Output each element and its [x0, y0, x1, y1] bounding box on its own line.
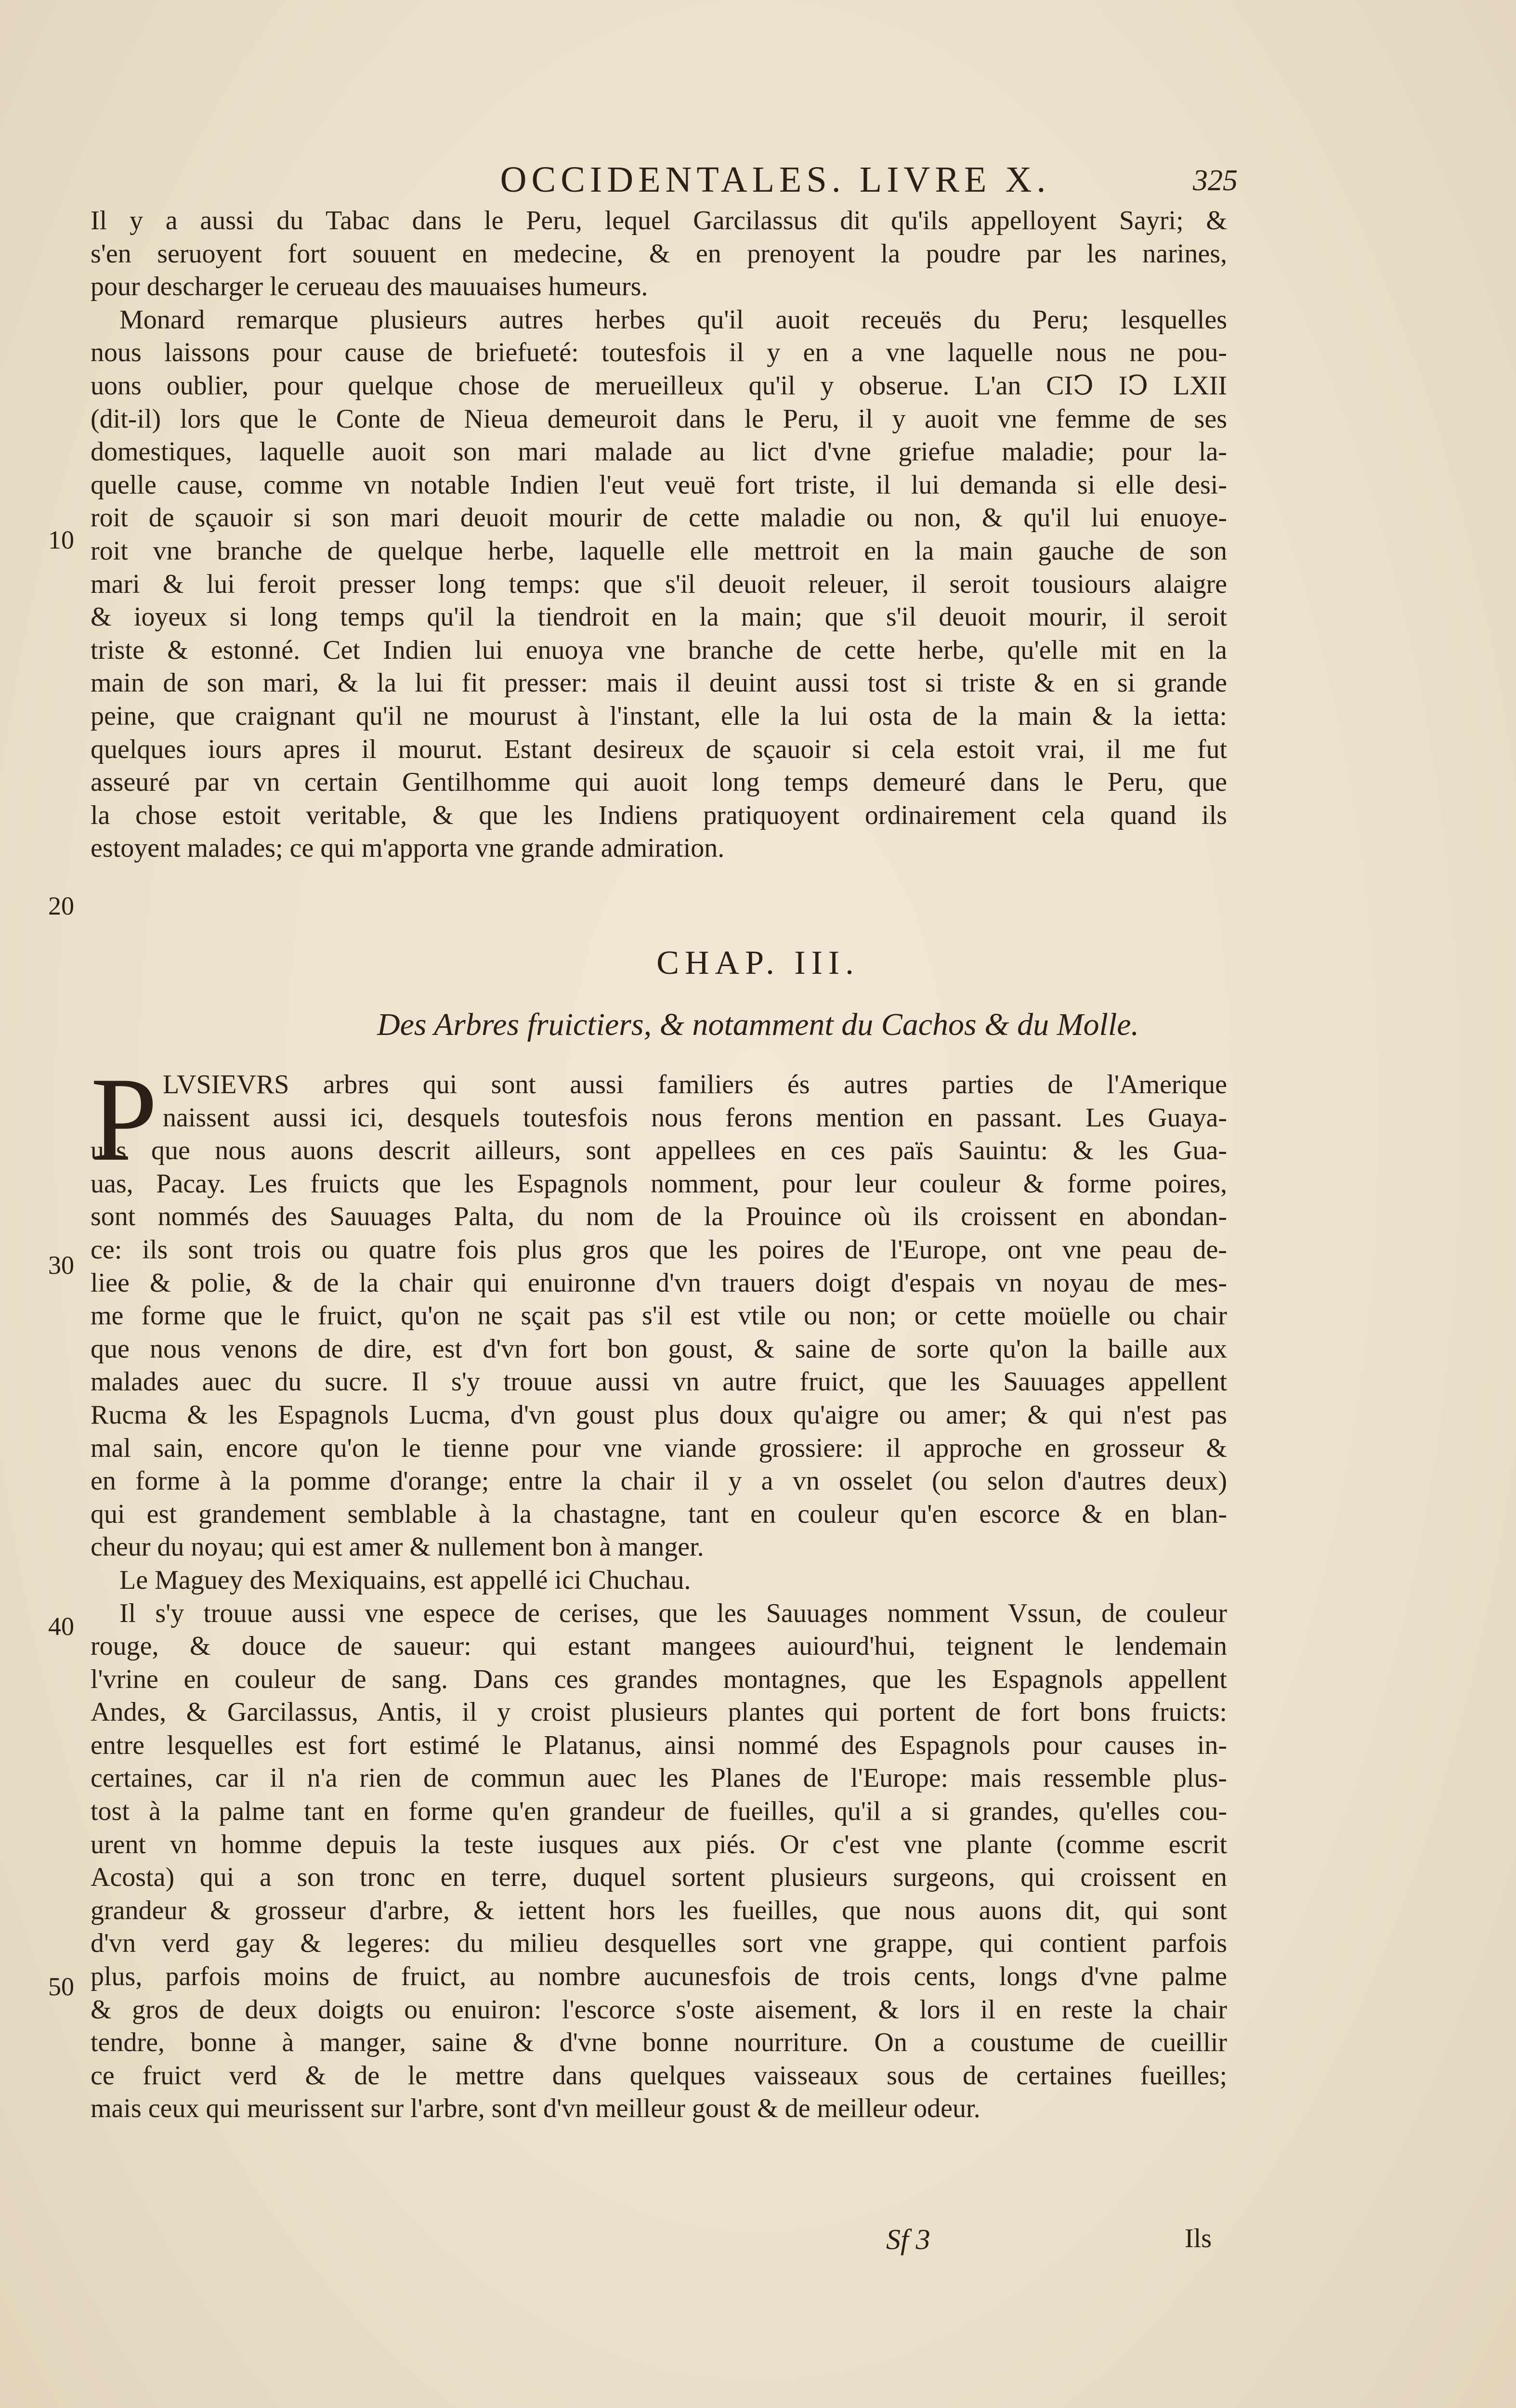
- line-number-10: 10: [48, 525, 74, 554]
- text-line: s'en seruoyent fort souuent en medecine, & en prenoyent la poudre par les narines,: [91, 238, 1227, 269]
- text-line: tendre, bonne à manger, saine & d'vne bonne nourriture. On a coustume de cueillir: [91, 2028, 1227, 2058]
- text-line: Le Maguey des Mexiquains, est appellé ici Chuchau.: [119, 1565, 691, 1595]
- text-line: uas, Pacay. Les fruicts que les Espagnols nomment, pour leur couleur & forme poires,: [91, 1168, 1227, 1199]
- running-head: OCCIDENTALES. LIVRE X.: [500, 159, 1051, 200]
- text-line: & ioyeux si long temps qu'il la tiendroit en la main; que s'il deuoit mourir, il seroit: [91, 602, 1227, 632]
- text-line: nous laissons pour cause de briefueté: toutesfois il y en a vne laquelle nous ne pou-: [91, 338, 1227, 368]
- text-line: estoyent malades; ce qui m'apporta vne grande admiration.: [91, 833, 725, 864]
- drop-capital: P: [91, 1053, 158, 1186]
- text-line: naissent aussi ici, desquels toutesfois nous ferons mention en passant. Les Guaya-: [163, 1102, 1227, 1133]
- signature-mark: Sf 3: [886, 2224, 930, 2255]
- text-line: malades auec du sucre. Il s'y trouue aussi vn autre fruict, que les Sauuages appellent: [91, 1367, 1227, 1397]
- text-line: l'vrine en couleur de sang. Dans ces grandes montagnes, que les Espagnols appellent: [91, 1664, 1227, 1694]
- text-line: asseuré par vn certain Gentilhomme qui auoit long temps demeuré dans le Peru, que: [91, 767, 1227, 798]
- text-line: urent vn homme depuis la teste iusques aux piés. Or c'est vne plante (comme escrit: [91, 1829, 1227, 1859]
- text-line: liee & polie, & de la chair qui enuironne d'vn trauers doigt d'espais vn noyau de mes-: [91, 1268, 1227, 1298]
- text-line: entre lesquelles est fort estimé le Platanus, ainsi nommé des Espagnols pour causes in-: [91, 1730, 1227, 1760]
- text-line: quelle cause, comme vn notable Indien l'eut veuë fort triste, il lui demanda si elle desi-: [91, 470, 1227, 500]
- text-line: uas que nous auons descrit ailleurs, sont appellees en ces païs Sauintu: & les Gua-: [91, 1136, 1227, 1166]
- page-number: 325: [1193, 164, 1238, 197]
- text-block-upper: [91, 204, 1227, 865]
- text-line: qui est grandement semblable à la chastagne, tant en couleur qu'en escorce & en blan-: [91, 1499, 1227, 1529]
- text-line: mal sain, encore qu'on le tienne pour vne viande grossiere: il approche en grosseur &: [91, 1433, 1227, 1463]
- text-line: (dit-il) lors que le Conte de Nieua demeuroit dans le Peru, il y auoit vne femme de ses: [91, 404, 1227, 434]
- chapter-subtitle: Des Arbres fruictiers, & notamment du Cachos & du Molle.: [377, 1007, 1139, 1042]
- text-line: roit de sçauoir si son mari deuoit mourir de cette maladie ou non, & qu'il lui enuoye-: [91, 503, 1227, 533]
- text-line: sont nommés des Sauuages Palta, du nom de la Prouince où ils croissent en abondan-: [91, 1202, 1227, 1232]
- text-line: domestiques, laquelle auoit son mari malade au lict d'vne griefue maladie; pour la-: [91, 437, 1227, 467]
- text-line: certaines, car il n'a rien de commun auec les Planes de l'Europe: mais ressemble plus-: [91, 1763, 1227, 1793]
- text-line: ce: ils sont trois ou quatre fois plus gros que les poires de l'Europe, ont vne peau de-: [91, 1234, 1227, 1265]
- line-number-40: 40: [48, 1612, 74, 1641]
- text-line: main de son mari, & la lui fit presser: mais il deuint aussi tost si triste & en si grande: [91, 668, 1227, 698]
- text-line: uons oublier, pour quelque chose de merueilleux qu'il y obserue. L'an CIↃ IↃ LXII: [91, 370, 1227, 401]
- text-line: ce fruict verd & de le mettre dans quelques vaisseaux sous de certaines fueilles;: [91, 2060, 1227, 2091]
- text-line: cheur du noyau; qui est amer & nullement bon à manger.: [91, 1532, 704, 1562]
- line-number-50: 50: [48, 1972, 74, 2001]
- text-line: peine, que craignant qu'il ne mourust à l'instant, elle la lui osta de la main & la ietta:: [91, 701, 1227, 731]
- chapter-title: CHAP. III.: [656, 944, 860, 982]
- text-line: rouge, & douce de saueur: qui estant mangees auiourd'hui, teignent le lendemain: [91, 1631, 1227, 1662]
- text-line: roit vne branche de quelque herbe, laquelle elle mettroit en la main gauche de son: [91, 536, 1227, 566]
- line-number-30: 30: [48, 1251, 74, 1280]
- text-line: Il y a aussi du Tabac dans le Peru, lequel Garcilassus dit qu'ils appelloyent Sayri; &: [91, 206, 1227, 236]
- text-line: LVSIEVRS arbres qui sont aussi familiers és autres parties de l'Amerique: [163, 1070, 1227, 1099]
- text-line: & gros de deux doigts ou enuiron: l'escorce s'oste aisement, & lors il en reste la chair: [91, 1994, 1227, 2025]
- text-line: d'vn verd gay & legeres: du milieu desquelles sort vne grappe, qui contient parfois: [91, 1928, 1227, 1959]
- text-line: que nous venons de dire, est d'vn fort bon goust, & saine de sorte qu'on la baille aux: [91, 1334, 1227, 1364]
- text-block-lower: [91, 1068, 1227, 2125]
- text-line: mais ceux qui meurissent sur l'arbre, sont d'vn meilleur goust & de meilleur odeur.: [91, 2094, 980, 2124]
- line-number-20: 20: [48, 891, 74, 920]
- text-line: Acosta) qui a son tronc en terre, duquel sortent plusieurs surgeons, qui croissent en: [91, 1862, 1227, 1893]
- text-line: Rucma & les Espagnols Lucma, d'vn goust plus doux qu'aigre ou amer; & qui n'est pas: [91, 1400, 1227, 1430]
- text-line: tost à la palme tant en forme qu'en grandeur de fueilles, qu'il a si grandes, qu'elles cou-: [91, 1796, 1227, 1827]
- text-line: pour descharger le cerueau des mauuaises humeurs.: [91, 272, 648, 302]
- text-line: Andes, & Garcilassus, Antis, il y croist plusieurs plantes qui portent de fort bons fruicts:: [91, 1697, 1227, 1727]
- text-line: triste & estonné. Cet Indien lui enuoya vne branche de cette herbe, qu'elle mit en la: [91, 635, 1227, 665]
- text-line: plus, parfois moins de fruict, au nombre aucunesfois de trois cents, longs d'vne palme: [91, 1962, 1227, 1992]
- text-line: me forme que le fruict, qu'on ne sçait pas s'il est vtile ou non; or cette moüelle ou chair: [91, 1301, 1227, 1331]
- text-line: en forme à la pomme d'orange; entre la chair il y a vn osselet (ou selon d'autres deux): [91, 1466, 1227, 1496]
- text-line: Monard remarque plusieurs autres herbes qu'il auoit receuës du Peru; lesquelles: [119, 304, 1227, 335]
- catchword: Ils: [1185, 2224, 1212, 2253]
- text-line: grandeur & grosseur d'arbre, & iettent hors les fueilles, que nous auons dit, qui sont: [91, 1895, 1227, 1925]
- text-line: Il s'y trouue aussi vne espece de cerises, que les Sauuages nomment Vssun, de couleur: [119, 1598, 1227, 1628]
- text-line: la chose estoit veritable, & que les Indiens pratiquoyent ordinairement cela quand ils: [91, 800, 1227, 830]
- text-line: mari & lui feroit presser long temps: que s'il deuoit releuer, il seroit tousiours alaigre: [91, 569, 1227, 599]
- text-line: quelques iours apres il mourut. Estant desireux de sçauoir si cela estoit vrai, il me fut: [91, 734, 1227, 764]
